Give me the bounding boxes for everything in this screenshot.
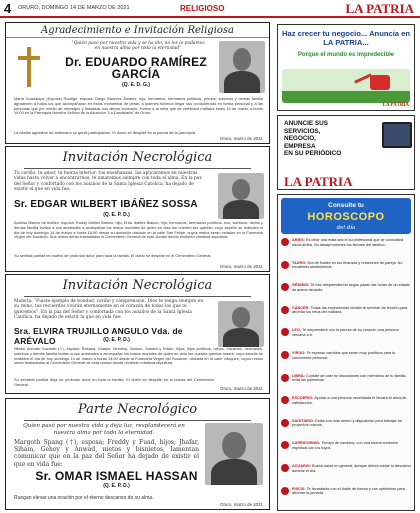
sign-name: TAURO:: [292, 260, 308, 265]
ad-line: ANUNCIE SUS: [284, 120, 329, 127]
sign-text: Buena salud en general, aunque debes cuidar tu descanso durante el día.: [292, 464, 412, 473]
sign-text: Te irás desprendiendo según pasan las horas de un estado de ánimo decaído.: [292, 283, 410, 292]
sign-text: Te levantarás con el doble de fuerza y con optimismo para afrontar la jornada.: [292, 486, 405, 496]
zodiac-icon: [281, 441, 289, 449]
ad-line: EMPRESA: [284, 142, 316, 150]
sign-name: SAGITARIO:: [292, 418, 316, 423]
obituary-intro: Margoth Spang (†), esposa; Freddy y Fuad, hijos; Jhafar, Siham, Gehey y Anwad, nietos y bisnietos, lamentan comunicar que en la paz del Señor ha dejado de existir el que en vida fue:: [14, 439, 199, 468]
zodiac-icon: [281, 283, 289, 291]
obituary-quote: “Quien pasó por nuestra vida y se ha ido, no los lo podamos en nuestra alma por toda la eternidad”: [71, 41, 205, 52]
divider: [24, 420, 251, 421]
watering-can-illustration: [282, 69, 410, 103]
page-header: [0, 0, 420, 18]
ad-line: EN SU PERIÓDICO: [284, 150, 342, 158]
ad-tagline: Porque el mundo es impredecible: [297, 52, 395, 58]
sign-name: LIBRA:: [292, 373, 306, 378]
divider: [24, 296, 251, 297]
sign-name: CÁNCER:: [292, 305, 311, 310]
ad-headline: Haz crecer tu negocio... Anuncia en LA PATRIA...: [282, 29, 410, 47]
obituary-quote: Mamita: “Fuiste ejemplo de bondad, cariño y comprensión. Dios te tenga siempre en su reino, tus recuerdos vivirán eternamente en el corazón de todos los que te queremos”. En la paz del Señor y confortada con los auxilios de la Santa Iglesia Católica, ha dejado de existir la que en vida fue:: [14, 299, 204, 321]
watering-can-icon: [370, 75, 390, 90]
obituary-closing: Su sensible partida deja un profundo dolor en toda la familia. El duelo se despide en la puerta del Cementerio General.: [14, 377, 214, 387]
obituary-card-trujillo: [5, 274, 270, 394]
ged-abbreviation: (Q. E. D. G.): [122, 82, 150, 88]
ad-brand: LA PATRIA: [284, 174, 353, 189]
deceased-photo: [205, 423, 263, 485]
sign-text: Estás con más ánimo y disposición para trabajar en proyectos nuevos.: [292, 418, 403, 428]
deceased-name: Dr. EDUARDO RAMÍREZ GARCÍA: [65, 55, 207, 81]
deceased-name: Sr. EDGAR WILBERT IBÁÑEZ SOSSA: [14, 199, 198, 210]
horoscope-title: HOROSCOPO: [307, 211, 385, 223]
ad-brand: LA PATRIA: [382, 103, 409, 108]
sign-name: CAPRICORNIO:: [292, 441, 322, 446]
sign-name: VIRGO:: [292, 351, 307, 355]
horoscope-header: [281, 198, 411, 234]
issue-date: ORURO, DOMINGO 14 DE MARZO DE 2021: [18, 5, 130, 11]
tablet-icon: [382, 122, 412, 148]
obituary-closing: Ruegan elevar una oración por el eterno descanso de su alma.: [14, 495, 154, 501]
sign-name: ESCORPIO:: [292, 396, 315, 401]
zodiac-icon: [281, 374, 289, 382]
obituary-card-ramirez: [5, 22, 270, 144]
divider: [24, 168, 251, 169]
newspaper-logo: LA PATRIA: [345, 1, 414, 16]
zodiac-icon: [281, 396, 289, 404]
zodiac-icon: [281, 487, 289, 495]
ged-abbreviation: (Q. E. P. D.): [103, 212, 130, 218]
place-date: Oruro, marzo de 2021: [220, 264, 263, 269]
sign-text: Te esperan cambios que serán muy positivos para tu crecimiento personal.: [292, 351, 396, 360]
zodiac-icon: [281, 419, 289, 427]
place-date: Oruro, marzo de 2021: [220, 136, 263, 141]
ad-line: NEGOCIO,: [284, 135, 316, 143]
cross-icon: [16, 47, 42, 87]
ad-services[interactable]: [277, 115, 415, 190]
sign-text: Ayudar a una persona necesitada te llenará el alma de satisfacción.: [292, 396, 407, 405]
deceased-name: Sra. ELVIRA TRUJILLO ANGULO Vda. de ARÉVALO: [14, 326, 183, 346]
sign-text: Es decir una mala sea el su profesional que se consultará hacia arriba. No desaproveches los favores del destino.: [292, 238, 404, 247]
sign-name: PISCIS:: [292, 486, 307, 491]
horoscope-kicker: Consulte tu: [328, 202, 364, 209]
obituary-body: María Guadalupe (Esposa) Rodrigo, esposa; Diego Ramírez Álvarez, hijo; hermanos, hermanos políticos, primos, sobrinos y demás familia agradecen a todos los que acompañaron en estos momentos de pesar, a quienes hicieron llegar sus condolencias en forma personal y a las personas que por medio de mensajes y llamadas nos dieron consuelo. Invitan a la misa que se celebrará mañana lunes 15 de marzo a horas 19:00 en la Parroquia Nuestra Señora de la Asunción “La Candelaria” de Oruro.: [14, 96, 263, 116]
sign-name: ACUARIO:: [292, 464, 313, 468]
obituary-quote: Quien pasó por nuestra vida y deja luz, resplandecerá en nuestra alma por toda la eternidad.: [23, 423, 185, 436]
deceased-photo: [219, 41, 265, 93]
ged-abbreviation: (Q. E. P. D.): [103, 337, 130, 343]
page-number: 4: [4, 1, 12, 16]
sign-name: GÉMINIS:: [292, 283, 311, 288]
obituary-body: Aronisa Blanco de Ibáñez, esposa; Ruddy Ibáñez Blanco, hijo; Erick Ibáñez Blanco, hijo; hermanos, hermanos políticos, tíos, sobrinos, nietos y demás familia invitan a sus amistades a acompañar los restos mortales de quien en vida fue nuestro ser querido, cuyo sepelio se realizará el día de hoy domingo 14 de marzo a horas 15:00 desde su domicilio ubicado en la calle San Felipe, cuyos restos serán velados en la Funeraria Virgen del Socavón. Sus restos serán trasladados al Cementerio General de esta ciudad donde recibirán cristiana sepultura.: [14, 220, 263, 240]
horoscope-subtitle: del día: [336, 225, 356, 231]
obituary-kind: Invitación Necrológica: [62, 150, 213, 165]
sign-text: Cuídate de caer en discusiones con miembros de tu familia, evita las polémicas.: [292, 373, 407, 383]
sign-name: LEO:: [292, 328, 303, 333]
place-date: Oruro, marzo de 2021: [220, 386, 263, 391]
ad-line: SERVICIOS,: [284, 127, 321, 135]
zodiac-icon: [281, 464, 289, 472]
obituary-card-hassan: [5, 398, 270, 510]
horoscope-panel: [277, 194, 415, 511]
obituary-card-ibanez: [5, 146, 270, 272]
sign-text: Tiempo de cambios, con una buena conexión espiritual con los tuyos.: [292, 441, 398, 450]
obituary-body: Néstor Arévalo Guzmán (†), esposo; Rosana, Gladys, Herminy, Gerson, Sandra y Edwin, hijos; hijos políticos, nietos, bisnietos, hermanos, sobrinos y demás familia invitan a sus amistades a acompañar los restos mortales de quien en vida fue nuestra querida madre, cuyo sepelio se realizará el día de hoy domingo 14 de marzo a horas 14:00 desde la Funeraria Virgen del Socavón, ubicada en la calle Vásquez, cuyos restos serán trasladados al Cementerio General de esta ciudad donde recibirán cristiana sepultura.: [14, 346, 263, 366]
ged-abbreviation: (Q. E. P. D.): [103, 483, 130, 489]
deceased-photo: [218, 173, 264, 219]
obituary-closing: Su sentida partida es motivo de profundo dolor para toda la familia. El duelo se despide en el Cementerio General.: [14, 253, 212, 258]
obituary-kind: Agradecimiento e Invitación Religiosa: [6, 23, 269, 38]
obituary-closing: La familia agradece de antemano su gentil participación. El duelo se despide en la puerta de la parroquia.: [14, 130, 197, 135]
section-title: RELIGIOSO: [180, 4, 225, 13]
zodiac-icon: [281, 328, 289, 336]
zodiac-icon: [281, 261, 289, 269]
sign-text: Todas las experiencias vividas te servirán de lección para afrontar los retos del mañana.: [292, 305, 408, 315]
deceased-name: Sr. OMAR ISMAEL HASSAN: [35, 469, 198, 483]
sign-text: Día de fluidez en tus finanzas y relaciones de pareja. No escatimes sentimientos.: [292, 260, 403, 270]
zodiac-icon: [281, 238, 289, 246]
obituary-kind: Parte Necrológico: [77, 402, 198, 417]
zodiac-icon: [281, 351, 289, 359]
ad-grow-business[interactable]: [277, 24, 415, 111]
sign-name: ARIES:: [292, 238, 306, 242]
ad-lines: [284, 120, 382, 158]
sign-text: Te sorprenderá con la pureza de su corazón una persona cercana a ti.: [292, 328, 399, 337]
obituary-quote: Tu cariño, tu amor, tu fuerza interior, tus enseñanzas, las aplicaremos en nuestras vidas hasta volver a encontrarnos, te amaremos siempre con toda el alma. En la paz del Señor y confortado con los auxilios de la Santa Iglesia Católica, ha dejado de existir el que en vida fue:: [14, 171, 202, 193]
place-date: Oruro, marzo de 2021: [220, 502, 263, 507]
zodiac-icon: [281, 306, 289, 314]
obituary-kind: Invitación Necrológica: [62, 278, 213, 293]
deceased-photo: [218, 301, 264, 347]
